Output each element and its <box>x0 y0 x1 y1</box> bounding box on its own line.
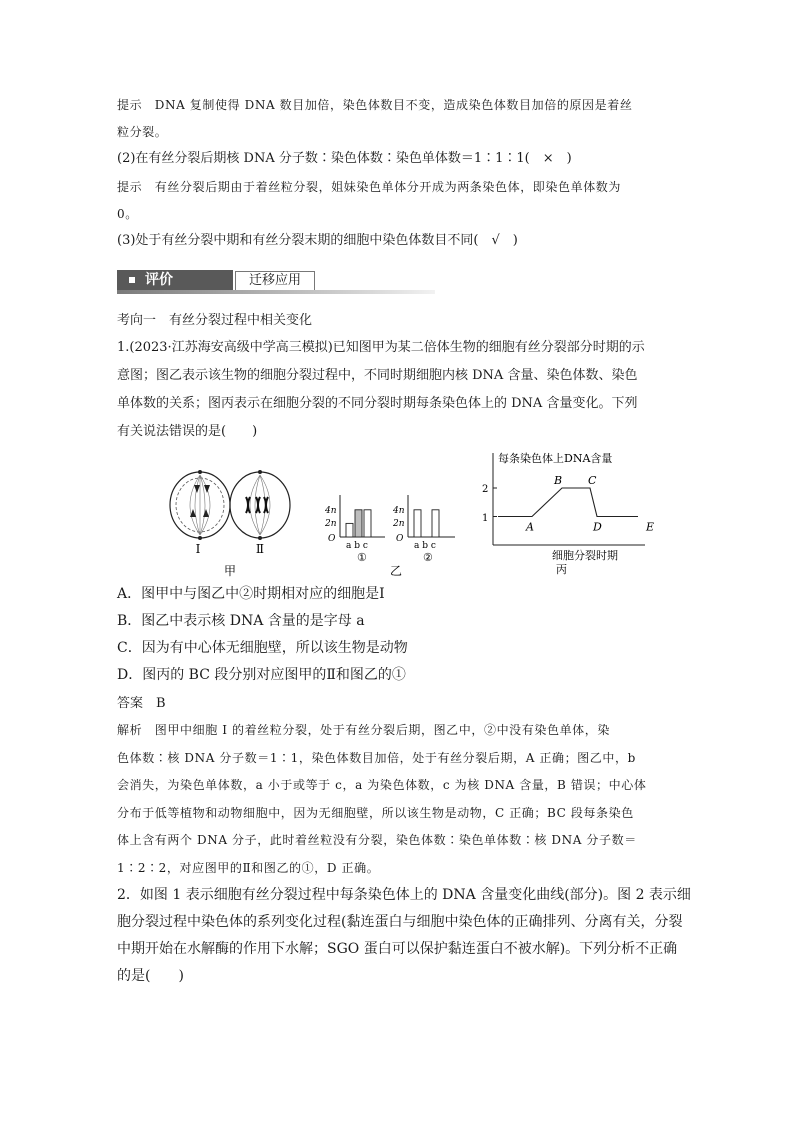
bing-title: 每条染色体上DNA含量 <box>498 452 613 465</box>
hint-2-line-2: 0。 <box>117 207 138 221</box>
yi-panel-2-bars <box>414 510 439 537</box>
yi-bar-c <box>432 510 439 537</box>
bing-tick-2: 2 <box>482 484 489 495</box>
q1-analysis-line-5: 体上含有两个 DNA 分子，此时着丝粒没有分裂，染色体数∶染色单体数∶核 DNA 分子数＝ <box>117 833 637 847</box>
q1-analysis-line-1: 解析 图甲中细胞 Ⅰ 的着丝粒分裂，处于有丝分裂后期，图乙中，②中没有染色单体，染 <box>117 723 610 737</box>
yi-tick-4n-2: 4n <box>393 506 405 516</box>
figure-yi-caption: 乙 <box>389 564 403 578</box>
hint-1-line-1: 提示 DNA 复制使得 DNA 数目加倍，染色体数目不变，造成染色体数目加倍的原因是着丝 <box>117 98 633 112</box>
bing-point-labels <box>493 474 654 534</box>
q1-option-d: D．图丙的 BC 段分别对应图甲的Ⅱ和图乙的① <box>117 667 406 683</box>
hint-2-line-1: 提示 有丝分裂后期由于着丝粒分裂，姐妹染色单体分开成为两条染色体，即染色单体数为 <box>117 180 622 194</box>
yi-x-labels-1: a b c <box>346 541 368 551</box>
yi-origin-1: O <box>328 534 336 544</box>
q1-analysis-line-3: 会消失，为染色单体数，a 小于或等于 c，a 为染色体数，c 为核 DNA 含量，B 错误；中心体 <box>117 778 647 792</box>
q2-stem-line-4: 的是( ) <box>117 968 184 984</box>
yi-bar-a <box>346 523 353 537</box>
section-tab: 迁移应用 <box>235 271 315 291</box>
yi-panel-1-bars <box>346 510 371 537</box>
figure-jia <box>170 470 290 578</box>
bing-point-E: E <box>646 520 655 534</box>
yi-panel-2-label: ② <box>423 551 433 564</box>
cell-2-label: Ⅱ <box>255 542 265 556</box>
figure-jia-caption: 甲 <box>223 564 237 578</box>
yi-origin-2: O <box>396 534 404 544</box>
figure-bing <box>482 451 654 576</box>
q1-option-b: B．图乙中表示核 DNA 含量的是字母 a <box>117 613 365 629</box>
yi-bar-c <box>364 510 371 537</box>
bing-point-A: A <box>526 520 534 534</box>
q2-stem-line-1: 2．如图 1 表示细胞有丝分裂过程中每条染色体上的 DNA 含量变化曲线(部分)。图 2 表示细 <box>117 887 691 903</box>
bing-point-C: C <box>588 474 597 487</box>
yi-x-labels-2: a b c <box>414 541 436 551</box>
q1-answer: 答案 B <box>117 696 166 711</box>
q1-option-c: C．因为有中心体无细胞壁，所以该生物是动物 <box>117 640 408 656</box>
section-underline <box>117 290 435 294</box>
yi-bar-a <box>414 510 421 537</box>
q1-stem-line-1: 1.(2023·江苏海安高级中学高三模拟)已知图甲为某二倍体生物的细胞有丝分裂部分时期的示 <box>117 340 645 355</box>
q1-stem-line-3: 单体数的关系；图丙表示在细胞分裂的不同分裂时期每条染色体上的 DNA 含量变化。下列 <box>117 396 638 411</box>
bing-series-line <box>498 488 638 517</box>
figure-bing-caption: 丙 <box>556 563 567 576</box>
cell-1 <box>170 470 230 540</box>
bing-xlabel: 细胞分裂时期 <box>552 549 618 562</box>
statement-2: (2)在有丝分裂后期核 DNA 分子数∶染色体数∶染色单体数＝1∶1∶1( × ) <box>117 151 572 166</box>
bing-tick-1: 1 <box>482 513 489 524</box>
q1-analysis-line-4: 分布于低等植物和动物细胞中，因为无细胞壁，所以该生物是动物，C 正确；BC 段每条染色 <box>117 806 634 820</box>
yi-tick-2n-1: 2n <box>325 519 337 529</box>
q1-option-a: A．图甲中与图乙中②时期相对应的细胞是Ⅰ <box>117 586 385 602</box>
yi-tick-2n-2: 2n <box>393 519 405 529</box>
hint-1-line-2: 粒分裂。 <box>117 125 168 139</box>
q1-stem-line-2: 意图；图乙表示该生物的细胞分裂过程中，不同时期细胞内核 DNA 含量、染色体数、染色 <box>117 368 638 383</box>
q1-analysis-line-6: 1∶2∶2，对应图甲的Ⅱ和图乙的①，D 正确。 <box>117 861 380 875</box>
q2-stem-line-2: 胞分裂过程中染色体的系列变化过程(黏连蛋白与细胞中染色体的正确排列、分离有关，分裂 <box>117 914 683 930</box>
yi-panel-1-label: ① <box>357 551 367 564</box>
section-header-bar <box>117 268 435 294</box>
q1-analysis-line-2: 色体数∶核 DNA 分子数＝1∶1，染色体数目加倍，处于有丝分裂后期，A 正确；图乙中，b <box>117 751 636 765</box>
q1-stem-line-4: 有关说法错误的是( ) <box>117 424 258 439</box>
cell-1-label: Ⅰ <box>195 542 201 556</box>
topic-heading: 考向一 有丝分裂过程中相关变化 <box>117 313 313 328</box>
yi-bar-b <box>355 510 362 537</box>
yi-tick-4n-1: 4n <box>325 506 337 516</box>
figure-yi <box>324 495 455 578</box>
bing-point-B: B <box>554 474 563 487</box>
q1-figures <box>160 445 655 580</box>
bing-point-D: D <box>593 520 602 534</box>
square-bullet-icon <box>129 277 135 283</box>
q2-stem-line-3: 中期开始在水解酶的作用下水解；SGO 蛋白可以保护黏连蛋白不被水解)。下列分析不正确 <box>117 941 678 957</box>
section-label: 评价 <box>117 270 233 290</box>
cell-2 <box>230 470 290 540</box>
statement-3: (3)处于有丝分裂中期和有丝分裂末期的细胞中染色体数目不同( √ ) <box>117 233 518 248</box>
